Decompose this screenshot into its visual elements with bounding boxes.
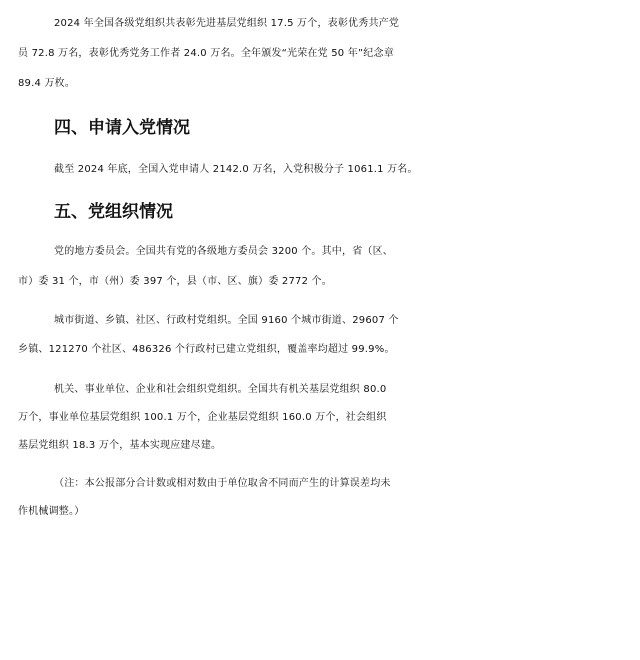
paragraph-institutions-line-1: 机关、事业单位、企业和社会组织党组织。全国共有机关基层党组织 80.0 [54,384,387,395]
section-heading-party-organizations: 五、党组织情况 [54,202,173,222]
paragraph-applications-line-1: 截至 2024 年底，全国入党申请人 2142.0 万名，入党积极分子 1061.1 万名。 [54,164,418,175]
paragraph-local-committees-line-2: 市）委 31 个，市（州）委 397 个，县（市、区、旗）委 2772 个。 [18,276,332,287]
paragraph-commendation-line-3: 89.4 万枚。 [18,78,76,89]
section-heading-party-applications: 四、申请入党情况 [54,118,190,138]
paragraph-institutions-line-3: 基层党组织 18.3 万个，基本实现应建尽建。 [18,440,222,451]
paragraph-institutions-line-2: 万个，事业单位基层党组织 100.1 万个，企业基层党组织 160.0 万个，社会组织 [18,412,387,423]
note-line-2: 作机械调整。） [18,506,85,517]
paragraph-commendation-line-2: 员 72.8 万名，表彰优秀党务工作者 24.0 万名。全年颁发“光荣在党 50 年”纪念章 [18,48,394,59]
paragraph-commendation-line-1: 2024 年全国各级党组织共表彰先进基层党组织 17.5 万个，表彰优秀共产党 [54,18,400,29]
paragraph-grassroots-line-2: 乡镇、121270 个社区、486326 个行政村已建立党组织，覆盖率均超过 99.9%。 [18,344,395,355]
note-line-1: （注：本公报部分合计数或相对数由于单位取舍不同而产生的计算误差均未 [54,478,391,489]
paragraph-local-committees-line-1: 党的地方委员会。全国共有党的各级地方委员会 3200 个。其中，省（区、 [54,246,394,257]
paragraph-grassroots-line-1: 城市街道、乡镇、社区、行政村党组织。全国 9160 个城市街道、29607 个 [54,315,399,326]
